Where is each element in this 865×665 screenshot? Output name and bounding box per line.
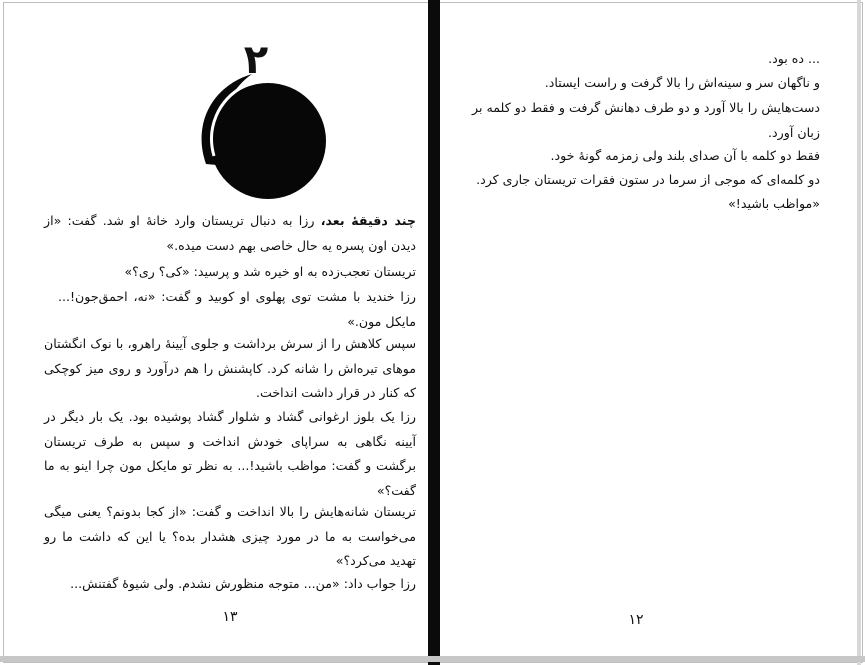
page-edge xyxy=(857,0,861,665)
paragraph-5: رزا یک بلوز ارغوانی گشاد و شلوار گشاد پوشیده بود. یک بار دیگر در آیینه نگاهی به سراپای خودش انداخت و سپس به طرف تریستان برگشت و گفت: مواظب باشید!... به نظر تو مایکل مون چرا اینو به ما گفت؟» xyxy=(44,409,416,498)
text-line-6: «مواظب باشید!» xyxy=(728,196,820,211)
page-number: ۱۳ xyxy=(222,609,238,625)
page-number: ۱۲ xyxy=(628,612,644,628)
paragraph-4: سپس کلاهش را از سرش برداشت و جلوی آیینهٔ راهرو، با نوک انگشتان موهای تیره‌اش را شانه کرد. کاپشنش را هم درآورد و روی میز کوچکی که کنار در قرار داشت انداخت. xyxy=(44,336,416,400)
paragraph-3: رزا خندید با مشت توی پهلوی او کوبید و گفت: «نه، احمق‌جون!... مایکل مون.» xyxy=(58,289,416,329)
left-page xyxy=(44,0,416,650)
paragraph-2: تریستان تعجب‌زده به او خیره شد و پرسید: «کی؟ ری؟» xyxy=(124,264,416,279)
text-line-4: فقط دو کلمه با آن صدای بلند ولی زمزمه گونهٔ خود. xyxy=(550,148,820,163)
paragraph-lead: چند دقیقهٔ بعد، xyxy=(320,213,416,228)
paragraph-7: رزا جواب داد: «من... متوجه منظورش نشدم. ولی شیوهٔ گفتنش... xyxy=(70,576,416,591)
paragraph-1 xyxy=(44,209,416,258)
right-page xyxy=(460,0,820,650)
page-bottom-edge xyxy=(0,656,865,662)
text-line-5: دو کلمه‌ای که موجی از سرما در ستون فقرات تریستان جاری کرد. xyxy=(476,172,820,187)
text-line-1: ... ده بود. xyxy=(768,51,820,66)
chapter-number: ۲ xyxy=(243,37,269,83)
text-line-2: و ناگهان سر و سینه‌اش را بالا گرفت و راست ایستاد. xyxy=(544,75,820,90)
chapter-heading xyxy=(184,37,344,214)
paragraph-text: رزا به دنبال تریستان وارد خانهٔ او شد. گفت: «از دیدن اون پسره یه حال خاصی بهم دست میده.» xyxy=(44,213,416,253)
text-line-3: دست‌هایش را بالا آورد و دو طرف دهانش گرفت و فقط دو کلمه بر زبان آورد. xyxy=(472,100,820,140)
paragraph-6: تریستان شانه‌هایش را بالا انداخت و گفت: «از کجا بدونم؟ یعنی میگی می‌خواست به ما در مورد چیزی هشدار بده؟ یا این که داشت ما رو تهدید می‌کرد؟» xyxy=(44,504,416,568)
book-spine xyxy=(428,0,440,665)
